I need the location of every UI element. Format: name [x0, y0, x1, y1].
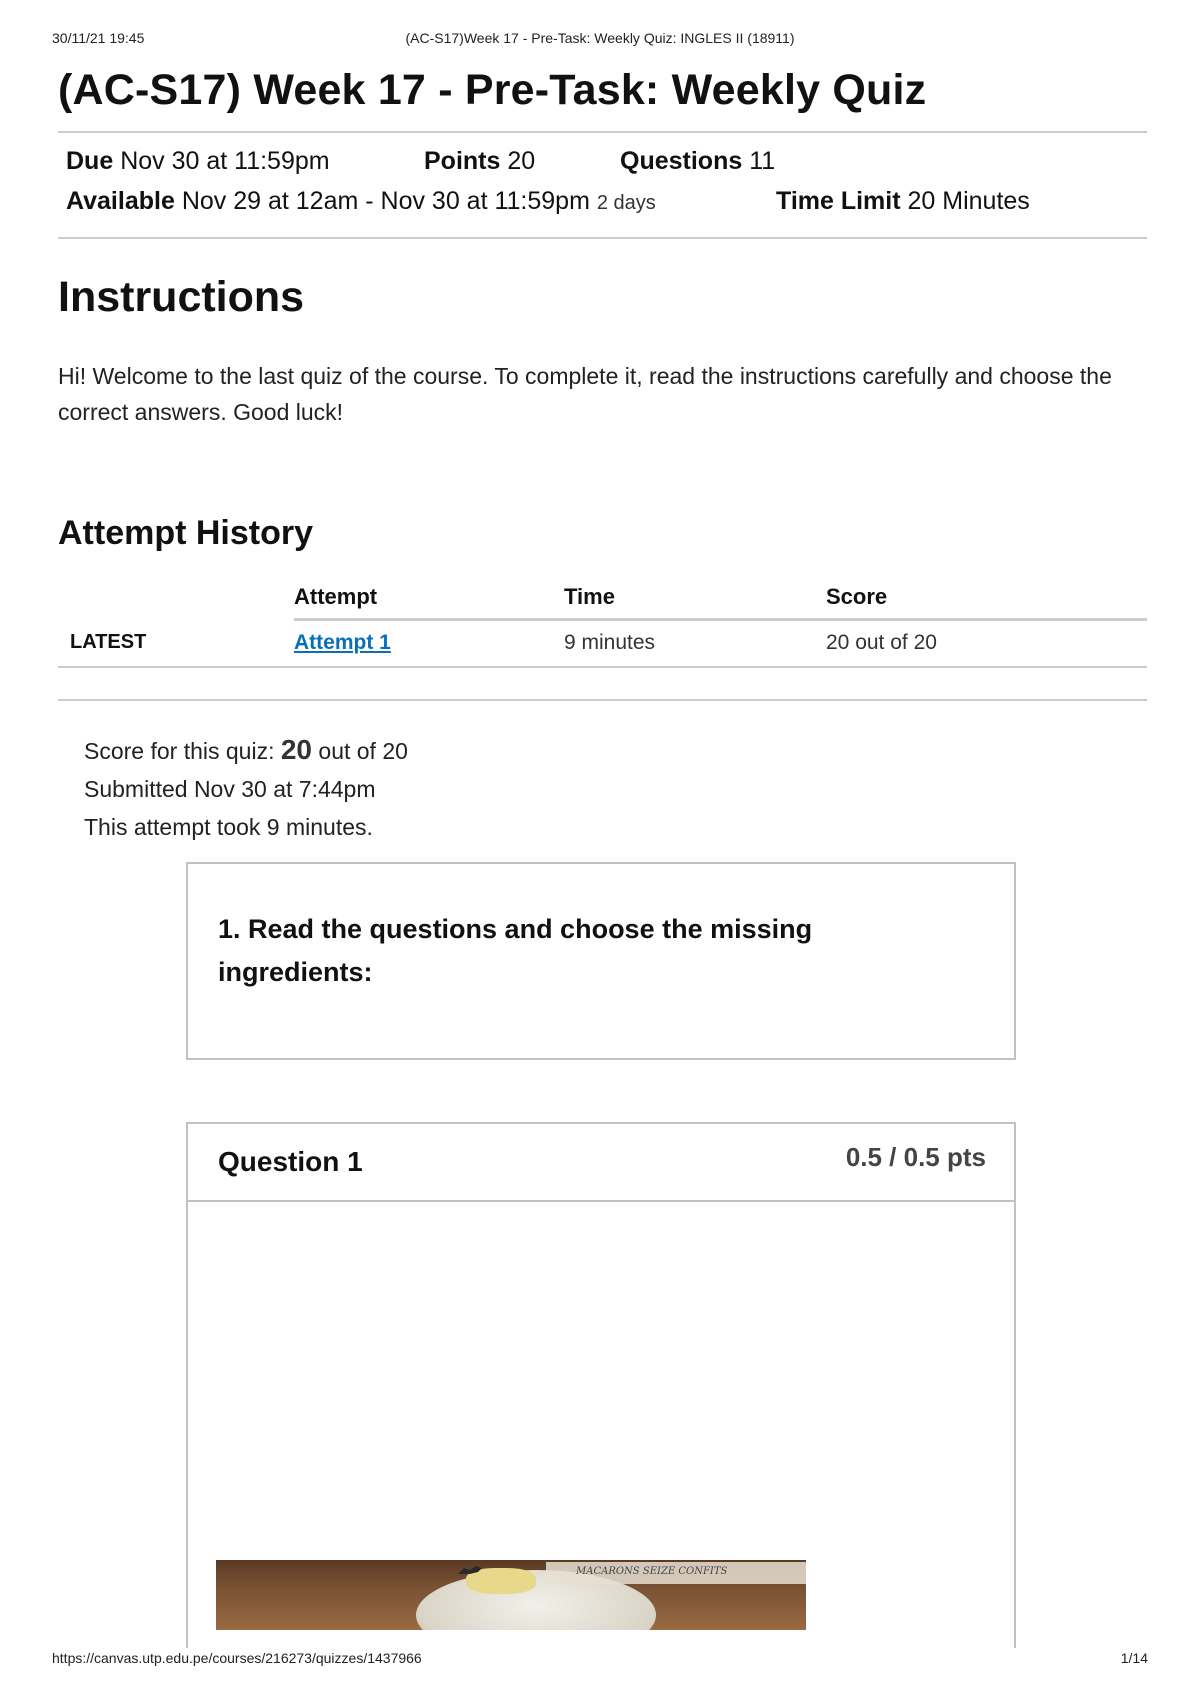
score-suffix: out of 20 — [318, 738, 408, 764]
attempt-score: 20 out of 20 — [826, 619, 1147, 667]
attempt-history-heading: Attempt History — [58, 514, 314, 552]
points-value: 20 — [507, 147, 536, 175]
quiz-details-row-2 — [66, 187, 1139, 227]
deer-logo-icon — [456, 1562, 486, 1578]
question-image — [216, 1560, 806, 1630]
attempt-duration: This attempt took 9 minutes. — [84, 814, 373, 840]
time-limit-label: Time Limit — [776, 187, 901, 215]
print-datetime: 30/11/21 19:45 — [52, 30, 145, 46]
latest-label: LATEST — [58, 619, 294, 667]
quiz-title: (AC-S17) Week 17 - Pre-Task: Weekly Quiz — [58, 66, 927, 114]
score-summary — [58, 731, 1147, 846]
column-header-time: Time — [564, 577, 826, 619]
details-divider — [58, 237, 1147, 239]
history-divider — [58, 699, 1147, 701]
print-footer — [52, 1650, 1148, 1670]
available-duration: 2 days — [596, 192, 656, 214]
submitted-time: Submitted Nov 30 at 7:44pm — [84, 776, 376, 802]
quiz-details — [58, 133, 1147, 237]
question-points: 0.5 / 0.5 pts — [845, 1142, 986, 1172]
print-header — [52, 30, 1148, 50]
questions-label: Questions — [620, 147, 743, 175]
points — [424, 147, 620, 176]
available-label: Available — [66, 187, 175, 215]
time-limit-value: 20 Minutes — [907, 187, 1030, 215]
question-card — [186, 1122, 1016, 1648]
question-header — [188, 1124, 1014, 1202]
points-label: Points — [424, 147, 501, 175]
due-date — [66, 147, 424, 176]
blank-header — [58, 577, 294, 619]
attempt-history-table — [58, 577, 1147, 668]
column-header-score: Score — [826, 577, 1147, 619]
instructions-heading: Instructions — [58, 273, 305, 321]
questions-value: 11 — [749, 147, 776, 175]
due-label: Due — [66, 147, 114, 175]
column-header-attempt: Attempt — [294, 577, 564, 619]
score-value: 20 — [280, 734, 313, 765]
quiz-content — [58, 62, 1147, 1648]
time-limit — [776, 187, 1030, 216]
quiz-details-row-1 — [66, 147, 1139, 187]
score-prefix: Score for this quiz: — [84, 738, 275, 764]
attempt-time: 9 minutes — [564, 619, 826, 667]
print-url: https://canvas.utp.edu.pe/courses/216273/quizzes/1437966 — [52, 1650, 422, 1666]
availability — [66, 187, 776, 216]
available-value: Nov 29 at 12am - Nov 30 at 11:59pm — [181, 187, 590, 215]
section-prompt: 1. Read the questions and choose the missing ingredients: — [218, 914, 813, 987]
question-title: Question 1 — [218, 1146, 363, 1177]
questions-count — [620, 147, 775, 176]
attempt-cell — [294, 619, 564, 667]
score-line — [84, 731, 1147, 770]
print-doc-title: (AC-S17)Week 17 - Pre-Task: Weekly Quiz: INGLES II (18911) — [405, 30, 795, 46]
attempt-history-header-row — [58, 577, 1147, 619]
instructions-text: Hi! Welcome to the last quiz of the course. To complete it, read the instructions carefully and choose the correct answers. Good luck! — [58, 363, 1112, 425]
attempt-1-link[interactable]: Attempt 1 — [294, 631, 391, 655]
page-number: 1/14 — [1120, 1650, 1148, 1666]
section-prompt-box — [186, 862, 1016, 1060]
due-value: Nov 30 at 11:59pm — [120, 147, 330, 175]
table-row — [58, 619, 1147, 667]
image-banner-text: MACARONS SEIZE CONFITS — [576, 1566, 728, 1577]
